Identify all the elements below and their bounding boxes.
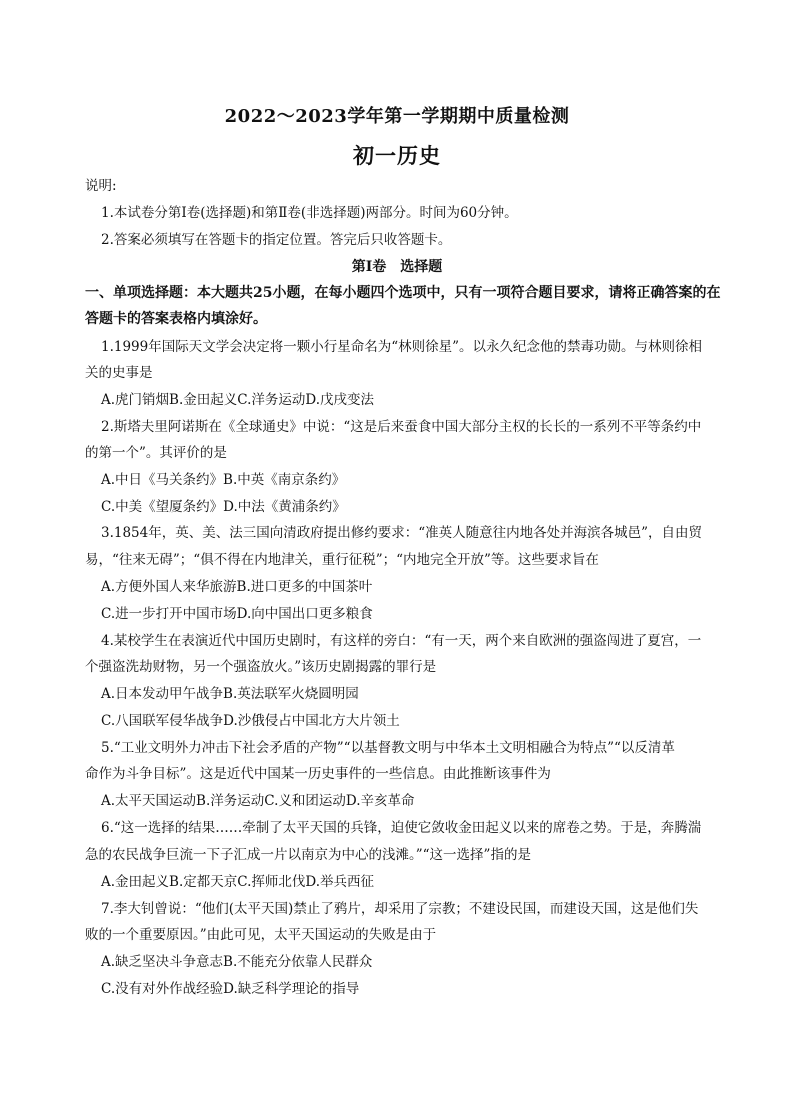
question-7-options-cd: C.没有对外作战经验D.缺乏科学理论的指导 [101,981,360,997]
notes-label: 说明: [85,178,117,194]
question-4-stem-cont: 个强盗洗劫财物，另一个强盗放火。”该历史剧揭露的罪行是 [85,659,437,675]
question-6-options: A.金田起义B.定都天京C.挥师北伐D.举兵西征 [101,874,375,890]
question-1-options: A.虎门销烟B.金田起义C.洋务运动D.戊戌变法 [101,392,375,408]
question-4-stem: 4.某校学生在表演近代中国历史剧时，有这样的旁白：“有一天，两个来自欧洲的强盗闯进了夏宫，一 [101,633,702,649]
note-item: 1.本试卷分第Ⅰ卷(选择题)和第Ⅱ卷(非选择题)两部分。时间为60分钟。 [101,205,518,221]
question-2-options-ab: A.中日《马关条约》B.中英《南京条约》 [101,472,346,488]
question-5-options: A.太平天国运动B.洋务运动C.义和团运动D.辛亥革命 [101,793,415,809]
question-1-stem-cont: 关的史事是 [85,365,153,381]
question-4-options-ab: A.日本发动甲午战争B.英法联军火烧圆明园 [101,686,359,702]
question-5-stem-cont: 命作为斗争目标”。这是近代中国某一历史事件的一些信息。由此推断该事件为 [85,766,551,782]
question-2-stem: 2.斯塔夫里阿诺斯在《全球通史》中说：“这是后来蚕食中国大部分主权的长长的一系列不平等条约中 [101,419,702,435]
note-item: 2.答案必须填写在答题卡的指定位置。答完后只收答题卡。 [101,232,452,248]
question-6-stem: 6.“这一选择的结果……牵制了太平天国的兵锋，迫使它敛收金田起义以来的席卷之势。于是，奔腾湍 [101,820,702,836]
question-5-stem: 5.“工业文明外力冲击下社会矛盾的产物”“以基督教文明与中华本土文明相融合为特点”“以反清革 [101,740,675,756]
question-7-options-ab: A.缺乏坚决斗争意志B.不能充分依靠人民群众 [101,954,373,970]
question-3-stem: 3.1854年，英、美、法三国向清政府提出修约要求：“准英人随意往内地各处并海滨各城邑”，自由贸 [101,525,703,541]
question-2-stem-cont: 的第一个”。其评价的是 [85,445,227,461]
exam-title: 2022～2023学年第一学期期中质量检测 [224,106,570,127]
exam-subject: 初一历史 [353,143,441,168]
question-6-stem-cont: 急的农民战争巨流一下子汇成一片以南京为中心的浅滩。”“这一选择”指的是 [85,847,531,863]
question-7-stem-cont: 败的一个重要原因。”由此可见，太平天国运动的失败是由于 [85,927,437,943]
part1-title: 第Ⅰ卷 选择题 [351,259,443,275]
question-3-options-cd: C.进一步打开中国市场D.向中国出口更多粮食 [101,606,373,622]
question-7-stem: 7.李大钊曾说：“他们(太平天国)禁止了鸦片，却采用了宗教；不建设民国，而建设天国，这是他们失 [101,901,699,917]
question-2-options-cd: C.中美《望厦条约》D.中法《黄浦条约》 [101,499,346,515]
question-3-stem-cont: 易，“往来无碍”；“俱不得在内地津关，重行征税”；“内地完全开放”等。这些要求旨在 [85,552,599,568]
section-instruction-cont: 答题卡的答案表格内填涂好。 [85,311,267,327]
question-3-options-ab: A.方便外国人来华旅游B.进口更多的中国茶叶 [101,579,373,595]
question-1-stem: 1.1999年国际天文学会决定将一颗小行星命名为“林则徐星”。以永久纪念他的禁毒功勋。与林则徐相 [101,339,703,355]
section-instruction: 一、单项选择题：本大题共25小题，在每小题四个选项中，只有一项符合题目要求，请将正确答案的在 [85,285,721,301]
question-4-options-cd: C.八国联军侵华战争D.沙俄侵占中国北方大片领土 [101,713,400,729]
